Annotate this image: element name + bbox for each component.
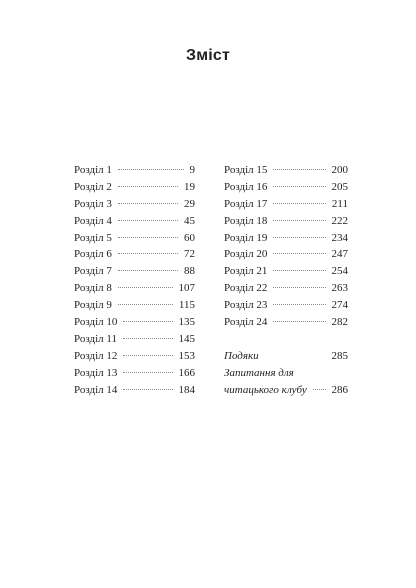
toc-entry-page: 88	[184, 265, 195, 278]
toc-entry[interactable]	[74, 246, 195, 263]
toc-spacer	[224, 331, 348, 348]
toc-leader-dots	[123, 338, 173, 339]
toc-entry-label: Розділ 23	[224, 299, 268, 312]
toc-entry-label: Розділ 5	[74, 231, 112, 244]
toc-entry-page: 254	[331, 265, 348, 278]
toc-leader-dots	[123, 372, 172, 373]
toc-entry-page: 72	[184, 248, 195, 261]
toc-leader-dots	[313, 389, 326, 390]
toc-entry-page: 153	[178, 349, 195, 362]
toc-entry-page: 60	[184, 231, 195, 244]
toc-leader-dots	[118, 287, 173, 288]
toc-left-column	[74, 162, 195, 398]
toc-entry-acknowledgements[interactable]	[224, 348, 348, 365]
toc-entry[interactable]	[224, 314, 348, 331]
toc-entry-label: Розділ 9	[74, 299, 112, 312]
toc-leader-dots	[273, 270, 325, 271]
toc-entry-label: читацького клубу	[224, 383, 307, 396]
toc-entry-label: Розділ 13	[74, 366, 118, 379]
toc-leader-dots	[273, 237, 325, 238]
toc-entry-page: 145	[178, 332, 195, 345]
toc-entry[interactable]	[224, 196, 348, 213]
toc-leader-dots	[273, 321, 325, 322]
toc-entry[interactable]	[74, 348, 195, 365]
toc-entry-page: 115	[178, 299, 195, 312]
toc-leader-dots	[118, 169, 184, 170]
toc-entry-page: 19	[184, 180, 195, 193]
toc-entry-label: Розділ 19	[224, 231, 268, 244]
toc-leader-dots	[118, 237, 178, 238]
toc-leader-dots	[118, 270, 178, 271]
toc-entry[interactable]	[74, 179, 195, 196]
toc-leader-dots	[118, 203, 178, 204]
toc-entry-page: 274	[331, 299, 348, 312]
toc-entry-page: 45	[184, 214, 195, 227]
toc-leader-dots	[118, 304, 173, 305]
toc-entry-page: 200	[331, 164, 348, 176]
toc-entry-label: Розділ 4	[74, 214, 112, 227]
page-title: Зміст	[185, 47, 231, 64]
toc-entry[interactable]	[74, 213, 195, 230]
toc-entry[interactable]	[74, 280, 195, 297]
toc-entry[interactable]	[224, 179, 348, 196]
toc-entry-page: 135	[178, 316, 195, 329]
toc-entry-page: 282	[331, 316, 348, 329]
toc-entry-label: Розділ 18	[224, 214, 268, 227]
toc-entry-label: Подяки	[224, 349, 259, 362]
toc-leader-dots	[123, 389, 172, 390]
toc-entry-club-questions-line1[interactable]	[224, 365, 348, 382]
toc-leader-dots	[273, 287, 325, 288]
toc-entry-page: 263	[331, 282, 348, 295]
toc-leader-dots	[273, 220, 325, 221]
toc-entry[interactable]	[224, 263, 348, 280]
toc-entry[interactable]	[74, 263, 195, 280]
toc-entry-label: Розділ 16	[224, 180, 268, 193]
toc-entry[interactable]	[74, 230, 195, 247]
toc-entry-page: 285	[331, 349, 348, 362]
toc-entry[interactable]	[74, 297, 195, 314]
toc-entry-page: 184	[178, 383, 195, 396]
toc-entry-page: 9	[189, 164, 195, 176]
toc-leader-dots	[273, 169, 325, 170]
toc-entry-label: Розділ 14	[74, 383, 118, 396]
toc-leader-dots	[273, 186, 325, 187]
toc-entry-page: 247	[331, 248, 348, 261]
toc-leader-dots	[273, 203, 326, 204]
toc-entry-label: Розділ 7	[74, 265, 112, 278]
toc-entry[interactable]	[224, 162, 348, 179]
toc-entry-page: 107	[178, 282, 195, 295]
toc-entry-page: 286	[331, 383, 348, 396]
toc-entry[interactable]	[74, 162, 195, 179]
toc-entry-club-questions-line2[interactable]	[224, 382, 348, 399]
toc-leader-dots	[118, 253, 178, 254]
toc-entry[interactable]	[224, 213, 348, 230]
toc-entry-label: Розділ 10	[74, 316, 118, 329]
toc-entry-page: 29	[184, 197, 195, 210]
toc-entry-page: 211	[331, 197, 348, 210]
toc-entry-label: Розділ 20	[224, 248, 268, 261]
toc-entry-label: Розділ 2	[74, 180, 112, 193]
toc-entry-page: 205	[331, 180, 348, 193]
toc-entry-label: Розділ 11	[74, 332, 117, 345]
toc-leader-dots	[123, 355, 172, 356]
toc-entry-page: 166	[178, 366, 195, 379]
toc-entry-label: Розділ 22	[224, 282, 268, 295]
toc-leader-dots	[118, 220, 178, 221]
toc-entry[interactable]	[224, 230, 348, 247]
toc-entry-label: Запитання для	[224, 366, 294, 379]
toc-leader-dots	[123, 321, 172, 322]
toc-entry-page: 234	[331, 231, 348, 244]
toc-entry-label: Розділ 17	[224, 197, 268, 210]
toc-leader-dots	[118, 186, 178, 187]
toc-leader-dots	[273, 304, 325, 305]
toc-entry[interactable]	[224, 280, 348, 297]
toc-entry-label: Розділ 3	[74, 197, 112, 210]
toc-entry[interactable]	[224, 297, 348, 314]
toc-entry-label: Розділ 8	[74, 282, 112, 295]
toc-entry[interactable]	[74, 331, 195, 348]
toc-entry-label: Розділ 6	[74, 248, 112, 261]
toc-entry-label: Розділ 1	[74, 164, 112, 176]
toc-entry-label: Розділ 21	[224, 265, 268, 278]
toc-leader-dots	[273, 253, 325, 254]
toc-entry-label: Розділ 15	[224, 164, 268, 176]
toc-entry[interactable]	[224, 246, 348, 263]
toc-entry[interactable]	[74, 196, 195, 213]
toc-entry-page: 222	[331, 214, 348, 227]
toc-entry-label: Розділ 24	[224, 316, 268, 329]
toc-entry[interactable]	[74, 365, 195, 382]
toc-right-column	[224, 162, 348, 398]
toc-entry-label: Розділ 12	[74, 349, 118, 362]
toc-entry[interactable]	[74, 314, 195, 331]
toc-entry[interactable]	[74, 382, 195, 399]
